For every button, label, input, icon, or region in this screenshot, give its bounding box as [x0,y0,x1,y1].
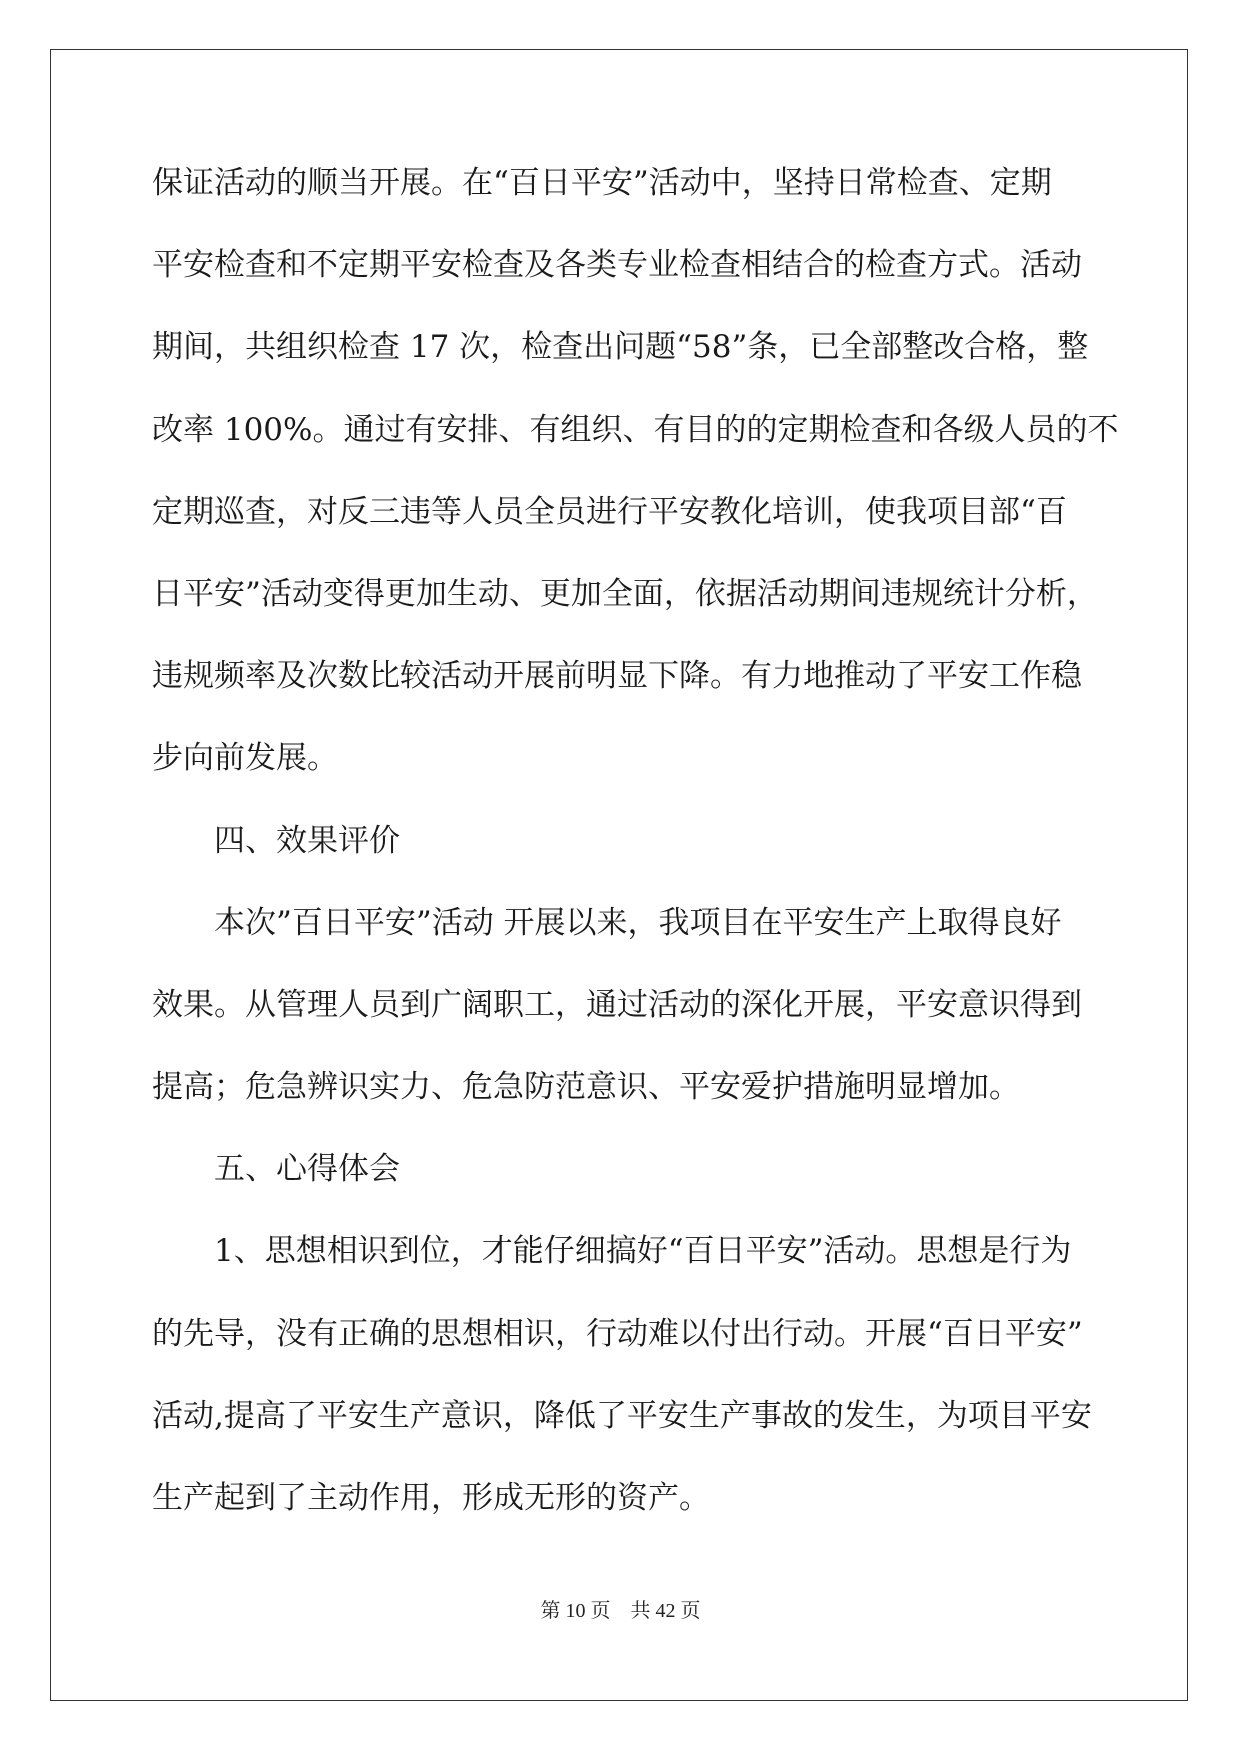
text-line: 保证活动的顺当开展。在“百日平安”活动中，坚持日常检查、定期 [152,165,1052,201]
text-line: 期间，共组织检查 17 次，检查出问题“58”条，已全部整改合格，整 [152,329,1089,366]
text-line: 的先导，没有正确的思想相识，行动难以付出行动。开展“百日平安” [152,1315,1083,1352]
text-line: 日平安”活动变得更加生动、更加全面，依据活动期间违规统计分析， [152,575,1098,612]
text-line: 改率 100%。通过有安排、有组织、有目的的定期检查和各级人员的不 [152,411,1119,448]
document-body [152,155,1119,1552]
section-heading: 五、心得体会 [214,1151,400,1188]
text-line: 违规频率及次数比较活动开展前明显下降。有力地推动了平安工作稳 [152,658,1082,695]
text-line: 生产起到了主动作用，形成无形的资产。 [152,1480,710,1516]
text-line: 定期巡查，对反三违等人员全员进行平安教化培训，使我项目部“百 [152,493,1067,530]
text-line: 1、思想相识到位，才能仔细搞好“百日平安”活动。思想是行为 [214,1233,1072,1270]
page-number-footer: 第 10 页 共 42 页 [540,1600,701,1622]
text-line: 提高；危急辨识实力、危急防范意识、平安爱护措施明显增加。 [152,1069,1020,1106]
text-line: 效果。从管理人员到广阔职工，通过活动的深化开展，平安意识得到 [152,986,1082,1023]
section-heading: 四、效果评价 [214,822,400,859]
text-line: 平安检查和不定期平安检查及各类专业检查相结合的检查方式。活动 [152,247,1082,284]
text-line: 步向前发展。 [152,740,338,777]
text-line: 活动,提高了平安生产意识，降低了平安生产事故的发生，为项目平安 [152,1397,1092,1434]
text-line: 本次”百日平安”活动 开展以来，我项目在平安生产上取得良好 [214,904,1062,941]
